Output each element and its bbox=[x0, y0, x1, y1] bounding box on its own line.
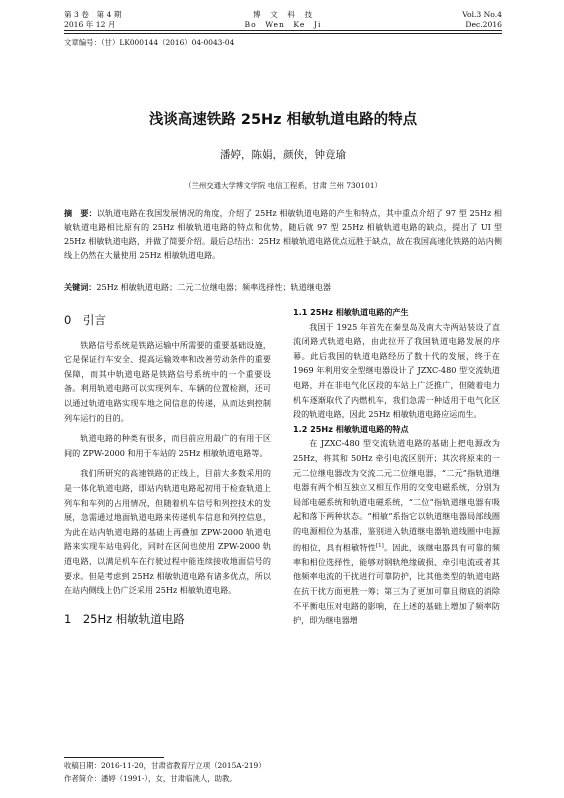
affiliation: （兰州交通大学博文学院 电信工程系，甘肃 兰州 730101） bbox=[184, 181, 382, 190]
header-rule bbox=[64, 30, 502, 31]
header-volume: 第 3 卷 第 4 期 bbox=[64, 10, 122, 19]
keywords bbox=[64, 282, 502, 293]
footnote-rule bbox=[64, 757, 164, 758]
subsection-heading-1-1: 1.1 25Hz 相敏轨道电路的产生 bbox=[293, 307, 409, 317]
left-column bbox=[64, 305, 271, 636]
right-column bbox=[293, 305, 500, 628]
keywords-text: 25Hz 相敏轨道电路；二元二位继电器；频率选择性；轨道继电器 bbox=[96, 282, 332, 292]
paragraph bbox=[293, 436, 500, 627]
header-journal-py: Bo Wen Ke Ji bbox=[244, 20, 322, 29]
article-number: 文章编号：（甘）LK000144（2016）04-0043-04 bbox=[64, 38, 235, 47]
footnote-author: 作者简介：潘婷（1991-），女，甘肃临洮人，助教。 bbox=[64, 773, 237, 783]
paper-title: 浅谈高速铁路 25Hz 相敏轨道电路的特点 bbox=[148, 112, 418, 128]
paragraph: 轨道电路的种类有很多，而目前应用最广的有用于区间的 ZPW-2000 和用于车站的 25Hz 相敏轨道电路等。 bbox=[64, 433, 271, 458]
header-center bbox=[64, 10, 502, 30]
abstract bbox=[64, 206, 502, 262]
footnote bbox=[64, 760, 502, 785]
subsection-heading-1-2: 1.2 25Hz 相敏轨道电路的特点 bbox=[293, 423, 409, 434]
section-heading-intro: 0 引言 bbox=[64, 313, 106, 327]
header-journal-cn: 博 文 科 技 bbox=[252, 10, 314, 19]
paragraph-text: 。因此，该继电器具有可靠的频率和相位选择性，能够对钢轨绝缘破损、牵引电流或者其他频率电流的干扰进行可靠防护，比其他类型的轨道电路在抗干扰方面更胜一筹；第三为了更加可靠且彻底的消除不平衡电压对电路的影响，在上述的基础上增加了频率防护，即为继电器增 bbox=[293, 542, 500, 626]
citation-ref: [1] bbox=[376, 542, 384, 549]
header-date: 2016 年 12 月 bbox=[64, 20, 116, 29]
abstract-text: 以轨道电路在我国发展情况的角度，介绍了 25Hz 相敏轨道电路的产生和特点，其中重点介绍了 97 型 25Hz 相敏轨道电路相比原有的 25Hz 相敏轨道电路的特点和优势，随后就 97 型 25Hz 相敏轨道电路的缺点，提出了 UI 型 25Hz 相敏轨道电路，并做了简要介绍。最后总结出：25Hz 相敏轨道电路优点远胜于缺点，故在我国高速化铁路的站内侧线上仍然在大量使用 25Hz 相敏轨道电路。 bbox=[64, 208, 502, 260]
authors: 潘婷，陈娟，颜侠，钟竟瑜 bbox=[220, 149, 346, 161]
paragraph: 铁路信号系统是铁路运输中所需要的重要基础设施，它是保证行车安全、提高运输效率和改善劳动条件的重要保障，而其中轨道电路是铁路信号系统中的一个重要设备。利用轨道电路可以实现列车、车辆的位置检测，还可以通过轨道电路实现车地之间信息的传递，从而达到控制列车运行的目的。 bbox=[64, 339, 271, 423]
paragraph: 我国于 1925 年首先在秦皇岛及南大寺两站装设了直流闭路式轨道电路，由此拉开了我国轨道电路发展的序幕。此后我国的轨道电路经历了数十代的发展，终于在 1969 年利用安全型继电器设计了 JZXC-480 型交流轨道电路，并在非电气化区段的车站上广泛推广，但随着电力机车逐渐取代了内燃机车，我们急需一种适用于电气化区段的轨道电路，因此 25Hz 相敏轨道电路应运而生。 bbox=[293, 321, 500, 420]
header-vol-en: Vol.3 No.4 bbox=[462, 10, 502, 19]
header-date-en: Dec.2016 bbox=[465, 20, 502, 29]
header-right bbox=[462, 10, 502, 30]
paragraph: 我们所研究的高速铁路的正线上，目前大多数采用的是一体化轨道电路，即站内轨道电路起初用于检查轨道上列车和车列的占用情况，但随着机车信号和列控技术的发展，急需通过地面轨道电路来传递机车信息和列控信息，为此在站内轨道电路的基础上再叠加 ZPW-2000 轨道电路来实现车站电码化，同时在区间也使用 ZPW-2000 轨道电路，以满足机车在行驶过程中能连续接收地面信号的要求。但是考虑到 25Hz 相敏轨道电路有诸多优点，所以在站内侧线上仍广泛采用 25Hz 相敏轨道电路。 bbox=[64, 468, 271, 596]
keywords-label: 关键词： bbox=[64, 282, 97, 292]
footnote-received: 收稿日期：2016-11-20，甘肃省教育厅立项（2015A-219） bbox=[64, 761, 266, 770]
section-heading-1: 1 25Hz 相敏轨道电路 bbox=[64, 611, 185, 626]
abstract-label: 摘 要： bbox=[64, 208, 97, 218]
paragraph-text: 在 JZXC-480 型交流轨道电路的基础上把电源改为 25Hz，将其和 50Hz 牵引电流区别开；其次将原来的一元二位继电器改为交流二元二位继电器，“二元”指轨道继电器有两个相互独立又相互作用的交变电磁系统，分别为局部电磁系统和轨道电磁系统，“二位”指轨道继电器有吸起和落下两种状态。“相敏”系指它以轨道继电器局部线圈的电源相位为基准，鉴别进入轨道继电器轨道线圈中电源的相位，具有相敏特性 bbox=[293, 438, 500, 553]
header-rule-thin bbox=[64, 33, 502, 34]
